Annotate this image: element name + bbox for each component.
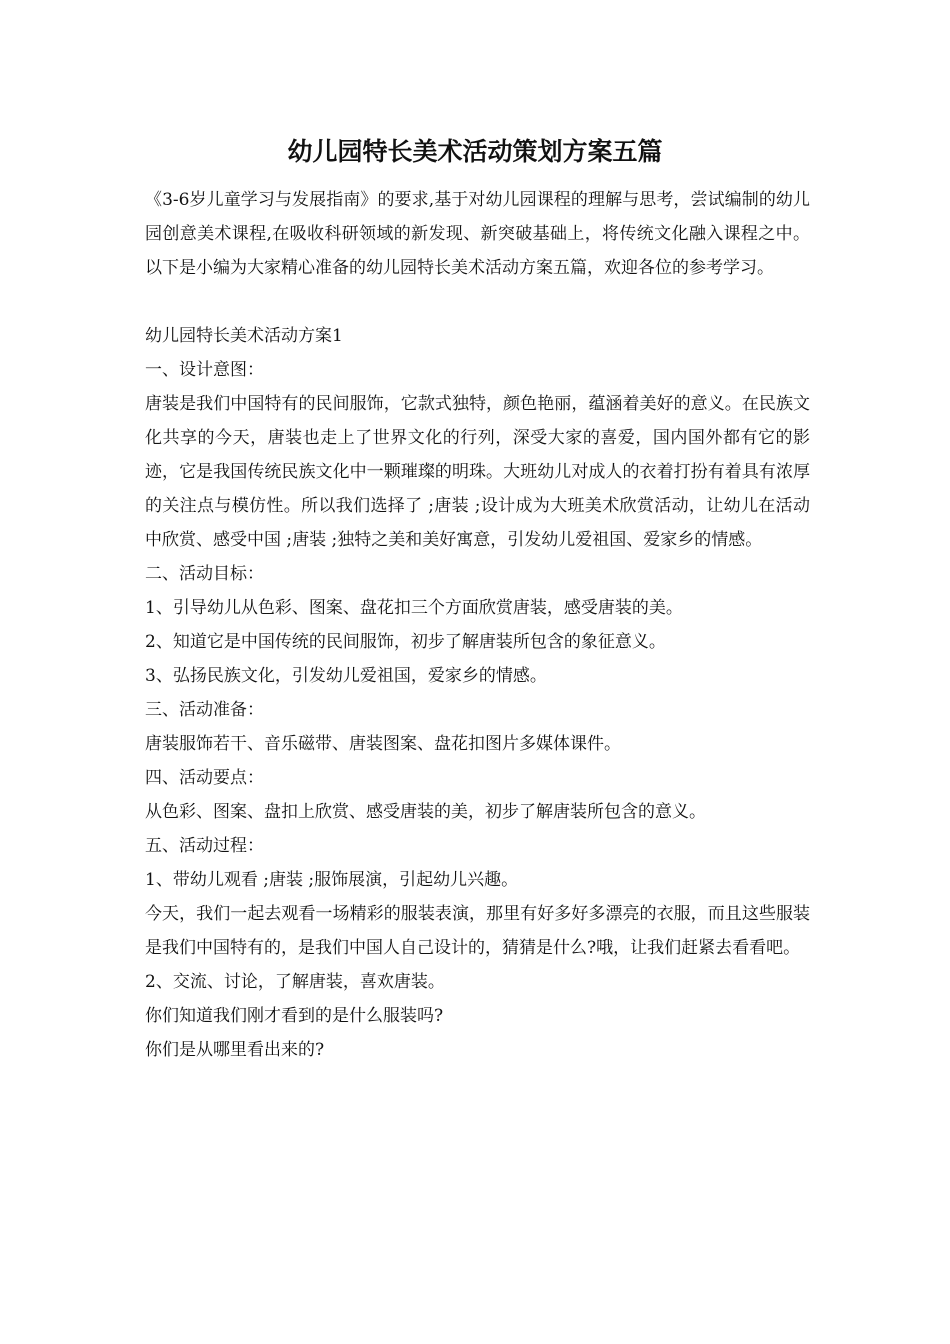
document-body xyxy=(145,183,810,1067)
section-heading-design-intent: 一、设计意图： xyxy=(145,360,264,380)
question-line-2: 你们是从哪里看出来的? xyxy=(145,1040,325,1060)
design-intent-paragraph: 唐装是我们中国特有的民间服饰，它款式独特，颜色艳丽，蕴涵着美好的意义。在民族文化共享的今天，唐装也走上了世界文化的行列，深受大家的喜爱，国内国外都有它的影迹，它是我国传统民族文化中一颗璀璨的明珠。大班幼儿对成人的衣着打扮有着具有浓厚的关注点与模仿性。所以我们选择了 ;唐装 ;设计成为大班美术欣赏活动，让幼儿在活动中欣赏、感受中国 ;唐装 ;独特之美和美好寓意，引发幼儿爱祖国、爱家乡的情感。 xyxy=(145,394,810,550)
goal-item-2: 2、知道它是中国传统的民间服饰，初步了解唐装所包含的象征意义。 xyxy=(145,632,666,652)
process-step-1-paragraph: 今天，我们一起去观看一场精彩的服装表演，那里有好多好多漂亮的衣服，而且这些服装是我们中国特有的，是我们中国人自己设计的，猜猜是什么?哦，让我们赶紧去看看吧。 xyxy=(145,904,810,958)
goal-item-3: 3、弘扬民族文化，引发幼儿爱祖国，爱家乡的情感。 xyxy=(145,666,547,686)
document-title: 幼儿园特长美术活动策划方案五篇 xyxy=(287,137,663,166)
paragraph-gap xyxy=(145,285,810,319)
key-points-paragraph: 从色彩、图案、盘扣上欣赏、感受唐装的美，初步了解唐装所包含的意义。 xyxy=(145,802,706,822)
process-step-1: 1、带幼儿观看 ;唐装 ;服饰展演，引起幼儿兴趣。 xyxy=(145,870,519,890)
goal-item-1: 1、引导幼儿从色彩、图案、盘花扣三个方面欣赏唐装，感受唐装的美。 xyxy=(145,598,683,618)
section-heading-process: 五、活动过程： xyxy=(145,836,264,856)
process-step-2: 2、交流、讨论，了解唐装，喜欢唐装。 xyxy=(145,972,445,992)
intro-paragraph: 《3-6岁儿童学习与发展指南》的要求,基于对幼儿园课程的理解与思考，尝试编制的幼儿园创意美术课程,在吸收科研领域的新发现、新突破基础上，将传统文化融入课程之中。以下是小编为大家精心准备的幼儿园特长美术活动方案五篇，欢迎各位的参考学习。 xyxy=(145,190,810,278)
section-heading-goals: 二、活动目标： xyxy=(145,564,264,584)
section-heading-preparation: 三、活动准备： xyxy=(145,700,264,720)
plan-heading: 幼儿园特长美术活动方案1 xyxy=(145,326,343,346)
question-line-1: 你们知道我们刚才看到的是什么服装吗? xyxy=(145,1006,444,1026)
preparation-paragraph: 唐装服饰若干、音乐磁带、唐装图案、盘花扣图片多媒体课件。 xyxy=(145,734,621,754)
section-heading-key-points: 四、活动要点： xyxy=(145,768,264,788)
